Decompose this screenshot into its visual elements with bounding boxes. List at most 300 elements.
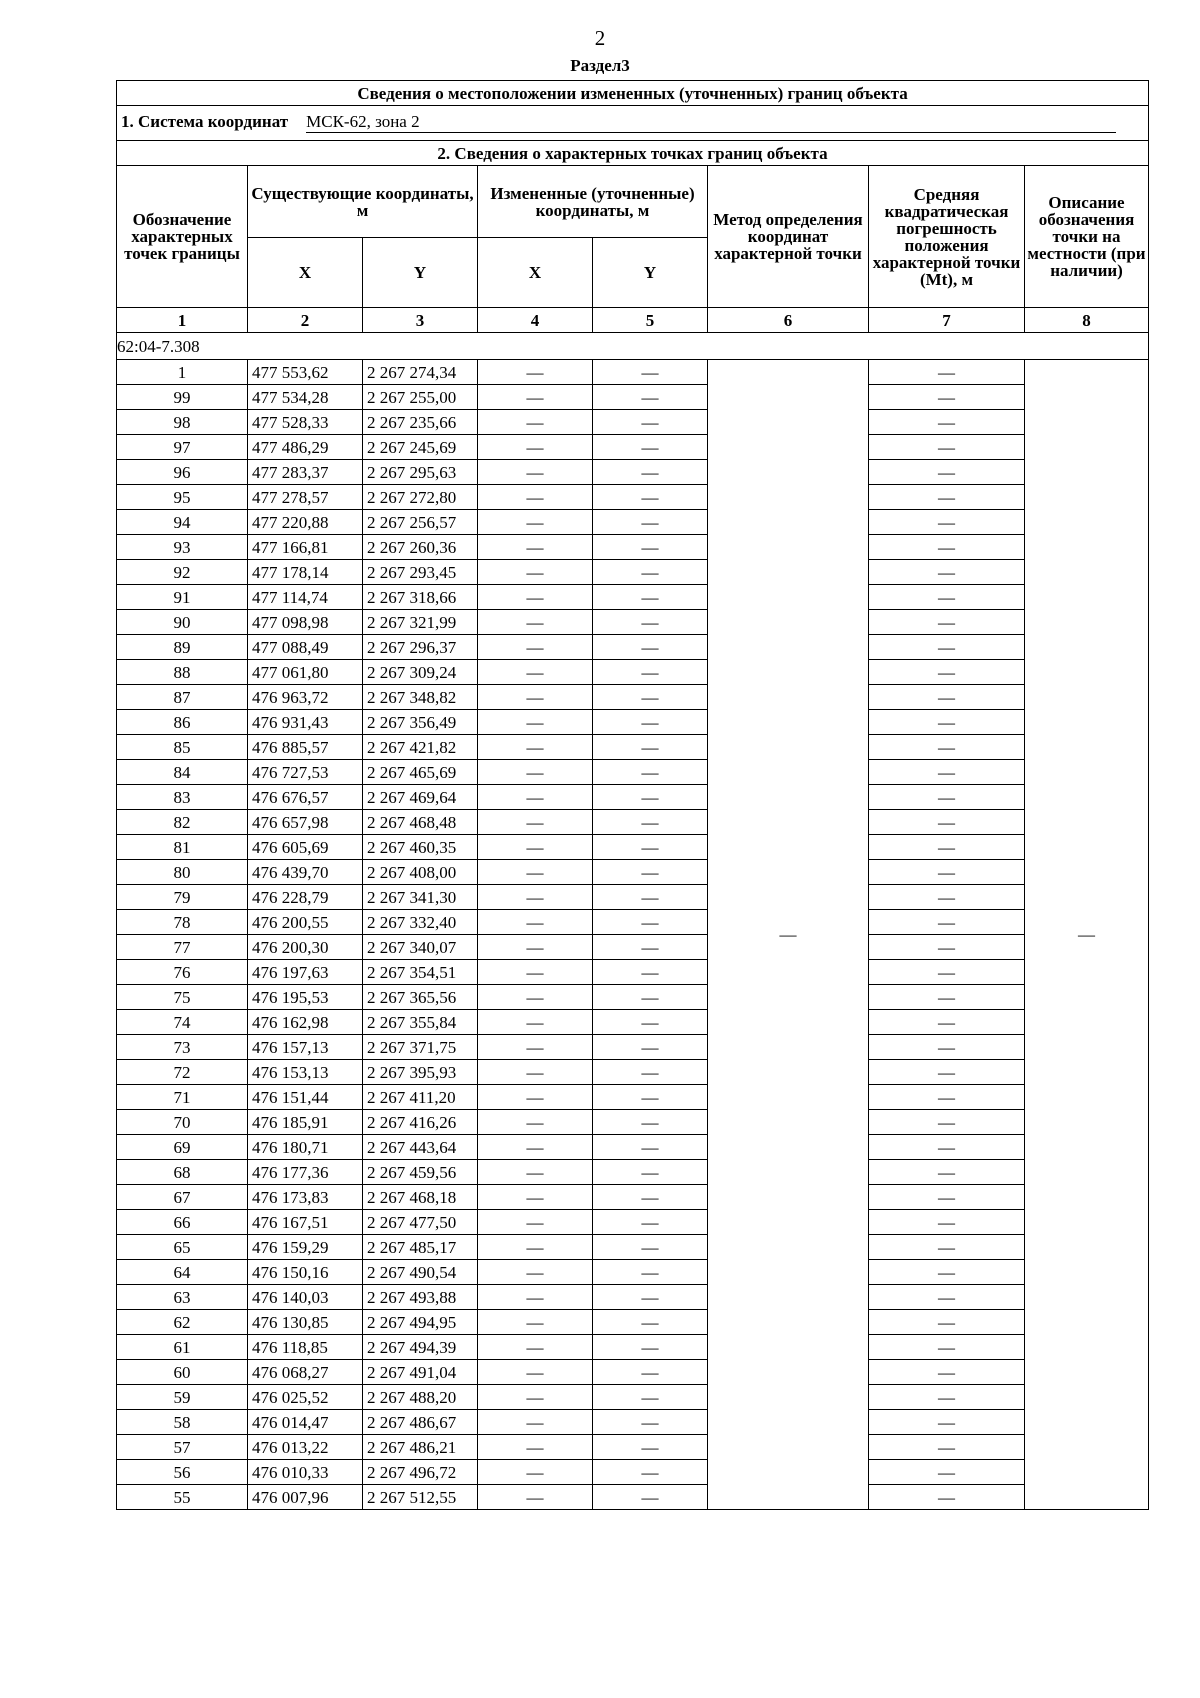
changed-y: —: [593, 810, 708, 835]
table-row: [117, 685, 1149, 710]
existing-y: 2 267 443,64: [363, 1135, 478, 1160]
point-number: 96: [117, 460, 248, 485]
mean-error: —: [869, 935, 1025, 960]
existing-y: 2 267 496,72: [363, 1460, 478, 1485]
changed-y: —: [593, 1485, 708, 1510]
existing-x: 477 528,33: [248, 410, 363, 435]
column-number: 8: [1025, 308, 1149, 333]
existing-y: 2 267 486,67: [363, 1410, 478, 1435]
changed-x: —: [478, 610, 593, 635]
point-number: 77: [117, 935, 248, 960]
mean-error: —: [869, 1460, 1025, 1485]
changed-y: —: [593, 1435, 708, 1460]
existing-x: 476 727,53: [248, 760, 363, 785]
point-number: 79: [117, 885, 248, 910]
table-row: [117, 1135, 1149, 1160]
point-number: 56: [117, 1460, 248, 1485]
changed-y: —: [593, 1035, 708, 1060]
mean-error: —: [869, 1285, 1025, 1310]
mean-error: —: [869, 860, 1025, 885]
existing-y: 2 267 460,35: [363, 835, 478, 860]
table-row: [117, 510, 1149, 535]
changed-y: —: [593, 585, 708, 610]
changed-y: —: [593, 1235, 708, 1260]
changed-x: —: [478, 1335, 593, 1360]
changed-y: —: [593, 1060, 708, 1085]
column-number: 2: [248, 308, 363, 333]
changed-y: —: [593, 410, 708, 435]
changed-x: —: [478, 1285, 593, 1310]
changed-y: —: [593, 510, 708, 535]
header-y-existing: Y: [363, 238, 478, 308]
existing-x: 476 657,98: [248, 810, 363, 835]
column-number: 3: [363, 308, 478, 333]
existing-y: 2 267 459,56: [363, 1160, 478, 1185]
point-number: 95: [117, 485, 248, 510]
existing-y: 2 267 235,66: [363, 410, 478, 435]
existing-y: 2 267 468,48: [363, 810, 478, 835]
column-numbers-row: [117, 308, 1149, 333]
existing-x: 477 553,62: [248, 360, 363, 385]
existing-y: 2 267 486,21: [363, 1435, 478, 1460]
point-number: 62: [117, 1310, 248, 1335]
mean-error: —: [869, 960, 1025, 985]
table-row: [117, 410, 1149, 435]
existing-y: 2 267 256,57: [363, 510, 478, 535]
changed-y: —: [593, 385, 708, 410]
existing-y: 2 267 395,93: [363, 1060, 478, 1085]
existing-y: 2 267 272,80: [363, 485, 478, 510]
changed-x: —: [478, 1035, 593, 1060]
changed-x: —: [478, 435, 593, 460]
mean-error: —: [869, 760, 1025, 785]
changed-y: —: [593, 1260, 708, 1285]
existing-y: 2 267 348,82: [363, 685, 478, 710]
header-y-changed: Y: [593, 238, 708, 308]
changed-x: —: [478, 785, 593, 810]
changed-y: —: [593, 360, 708, 385]
point-number: 1: [117, 360, 248, 385]
column-number: 5: [593, 308, 708, 333]
point-number: 97: [117, 435, 248, 460]
header-method: Метод определения координат характерной точки: [708, 166, 869, 308]
point-number: 80: [117, 860, 248, 885]
changed-y: —: [593, 735, 708, 760]
point-number: 74: [117, 1010, 248, 1035]
changed-y: —: [593, 610, 708, 635]
mean-error: —: [869, 635, 1025, 660]
changed-y: —: [593, 1285, 708, 1310]
existing-x: 476 931,43: [248, 710, 363, 735]
mean-error: —: [869, 560, 1025, 585]
page-number: 2: [594, 26, 606, 50]
existing-x: 476 068,27: [248, 1360, 363, 1385]
changed-x: —: [478, 685, 593, 710]
mean-error: —: [869, 1010, 1025, 1035]
mean-error: —: [869, 1435, 1025, 1460]
description-cell: —: [1025, 360, 1149, 1510]
mean-error: —: [869, 1410, 1025, 1435]
header-description: Описание обозначения точки на местности (при наличии): [1025, 166, 1149, 308]
point-number: 76: [117, 960, 248, 985]
mean-error: —: [869, 1385, 1025, 1410]
existing-x: 476 157,13: [248, 1035, 363, 1060]
changed-y: —: [593, 485, 708, 510]
changed-y: —: [593, 1410, 708, 1435]
existing-x: 476 159,29: [248, 1235, 363, 1260]
point-number: 86: [117, 710, 248, 735]
mean-error: —: [869, 810, 1025, 835]
point-number: 64: [117, 1260, 248, 1285]
existing-x: 477 061,80: [248, 660, 363, 685]
existing-x: 477 486,29: [248, 435, 363, 460]
point-number: 85: [117, 735, 248, 760]
table-row: [117, 435, 1149, 460]
existing-y: 2 267 354,51: [363, 960, 478, 985]
existing-y: 2 267 340,07: [363, 935, 478, 960]
existing-y: 2 267 494,95: [363, 1310, 478, 1335]
table-row: [117, 1310, 1149, 1335]
mean-error: —: [869, 410, 1025, 435]
mean-error: —: [869, 510, 1025, 535]
table-row: [117, 560, 1149, 585]
table-row: [117, 1435, 1149, 1460]
mean-error: —: [869, 1485, 1025, 1510]
changed-y: —: [593, 1110, 708, 1135]
point-number: 90: [117, 610, 248, 635]
changed-y: —: [593, 1335, 708, 1360]
existing-x: 476 010,33: [248, 1460, 363, 1485]
table-row: [117, 485, 1149, 510]
table-row: [117, 1485, 1149, 1510]
point-number: 55: [117, 1485, 248, 1510]
mean-error: —: [869, 710, 1025, 735]
table-banner: Сведения о местоположении измененных (уточненных) границ объекта: [117, 81, 1149, 106]
existing-y: 2 267 356,49: [363, 710, 478, 735]
existing-x: 476 130,85: [248, 1310, 363, 1335]
header-existing-coords: Существующие координаты, м: [248, 166, 478, 238]
point-number: 78: [117, 910, 248, 935]
header-point-designation: Обозначение характерных точек границы: [117, 166, 248, 308]
changed-y: —: [593, 1385, 708, 1410]
changed-x: —: [478, 735, 593, 760]
point-number: 75: [117, 985, 248, 1010]
changed-x: —: [478, 960, 593, 985]
existing-y: 2 267 255,00: [363, 385, 478, 410]
mean-error: —: [869, 385, 1025, 410]
table-row: [117, 1010, 1149, 1035]
coordinate-system-row: [117, 106, 1149, 141]
existing-y: 2 267 490,54: [363, 1260, 478, 1285]
existing-x: 476 200,30: [248, 935, 363, 960]
existing-y: 2 267 416,26: [363, 1110, 478, 1135]
point-number: 63: [117, 1285, 248, 1310]
mean-error: —: [869, 1335, 1025, 1360]
section-title: Раздел3: [570, 56, 630, 75]
existing-x: 476 439,70: [248, 860, 363, 885]
table-row: [117, 910, 1149, 935]
column-number: 4: [478, 308, 593, 333]
changed-x: —: [478, 585, 593, 610]
point-number: 72: [117, 1060, 248, 1085]
point-number: 84: [117, 760, 248, 785]
table-row: [117, 1110, 1149, 1135]
existing-y: 2 267 493,88: [363, 1285, 478, 1310]
mean-error: —: [869, 785, 1025, 810]
table-row: [117, 585, 1149, 610]
changed-x: —: [478, 1085, 593, 1110]
table-row: [117, 660, 1149, 685]
table-row: [117, 785, 1149, 810]
column-number: 6: [708, 308, 869, 333]
existing-y: 2 267 309,24: [363, 660, 478, 685]
mean-error: —: [869, 1235, 1025, 1260]
existing-x: 476 676,57: [248, 785, 363, 810]
point-number: 58: [117, 1410, 248, 1435]
existing-y: 2 267 485,17: [363, 1235, 478, 1260]
changed-x: —: [478, 1235, 593, 1260]
changed-x: —: [478, 1460, 593, 1485]
existing-x: 476 007,96: [248, 1485, 363, 1510]
existing-x: 476 963,72: [248, 685, 363, 710]
point-number: 67: [117, 1185, 248, 1210]
mean-error: —: [869, 1160, 1025, 1185]
point-number: 83: [117, 785, 248, 810]
table-row: [117, 1035, 1149, 1060]
table-row: [117, 1235, 1149, 1260]
point-number: 70: [117, 1110, 248, 1135]
existing-x: 476 151,44: [248, 1085, 363, 1110]
existing-x: 476 177,36: [248, 1160, 363, 1185]
mean-error: —: [869, 1110, 1025, 1135]
existing-y: 2 267 421,82: [363, 735, 478, 760]
changed-x: —: [478, 560, 593, 585]
point-number: 59: [117, 1385, 248, 1410]
table-row: [117, 1360, 1149, 1385]
column-number: 7: [869, 308, 1025, 333]
changed-y: —: [593, 910, 708, 935]
existing-y: 2 267 468,18: [363, 1185, 478, 1210]
changed-x: —: [478, 910, 593, 935]
header-changed-coords: Измененные (уточненные) координаты, м: [478, 166, 708, 238]
table-row: [117, 1260, 1149, 1285]
table-row: [117, 835, 1149, 860]
existing-x: 477 166,81: [248, 535, 363, 560]
changed-x: —: [478, 860, 593, 885]
mean-error: —: [869, 660, 1025, 685]
changed-y: —: [593, 460, 708, 485]
changed-x: —: [478, 1160, 593, 1185]
table-row: [117, 885, 1149, 910]
changed-y: —: [593, 960, 708, 985]
changed-y: —: [593, 1085, 708, 1110]
changed-x: —: [478, 1310, 593, 1335]
changed-y: —: [593, 1460, 708, 1485]
changed-x: —: [478, 835, 593, 860]
existing-x: 476 197,63: [248, 960, 363, 985]
existing-y: 2 267 260,36: [363, 535, 478, 560]
point-number: 57: [117, 1435, 248, 1460]
point-number: 68: [117, 1160, 248, 1185]
existing-y: 2 267 295,63: [363, 460, 478, 485]
table-row: [117, 860, 1149, 885]
changed-x: —: [478, 660, 593, 685]
point-number: 66: [117, 1210, 248, 1235]
point-number: 92: [117, 560, 248, 585]
changed-x: —: [478, 460, 593, 485]
existing-x: 477 178,14: [248, 560, 363, 585]
changed-y: —: [593, 1185, 708, 1210]
changed-x: —: [478, 535, 593, 560]
point-number: 60: [117, 1360, 248, 1385]
changed-y: —: [593, 985, 708, 1010]
changed-x: —: [478, 1410, 593, 1435]
existing-x: 476 118,85: [248, 1335, 363, 1360]
existing-y: 2 267 465,69: [363, 760, 478, 785]
changed-y: —: [593, 535, 708, 560]
mean-error: —: [869, 685, 1025, 710]
changed-x: —: [478, 1185, 593, 1210]
point-number: 93: [117, 535, 248, 560]
changed-x: —: [478, 1435, 593, 1460]
point-number: 65: [117, 1235, 248, 1260]
existing-y: 2 267 491,04: [363, 1360, 478, 1385]
point-number: 82: [117, 810, 248, 835]
existing-y: 2 267 355,84: [363, 1010, 478, 1035]
mean-error: —: [869, 1185, 1025, 1210]
changed-y: —: [593, 685, 708, 710]
mean-error: —: [869, 985, 1025, 1010]
table-row: [117, 1460, 1149, 1485]
changed-y: —: [593, 710, 708, 735]
changed-x: —: [478, 1210, 593, 1235]
table-row: [117, 360, 1149, 385]
table-row: [117, 1410, 1149, 1435]
table-row: [117, 1335, 1149, 1360]
existing-x: 477 534,28: [248, 385, 363, 410]
changed-x: —: [478, 1010, 593, 1035]
existing-x: 477 278,57: [248, 485, 363, 510]
changed-x: —: [478, 635, 593, 660]
existing-x: 476 195,53: [248, 985, 363, 1010]
changed-y: —: [593, 1160, 708, 1185]
changed-x: —: [478, 410, 593, 435]
table-row: [117, 535, 1149, 560]
table-row: [117, 710, 1149, 735]
mean-error: —: [869, 1085, 1025, 1110]
existing-x: 476 150,16: [248, 1260, 363, 1285]
point-number: 91: [117, 585, 248, 610]
changed-x: —: [478, 985, 593, 1010]
point-number: 89: [117, 635, 248, 660]
table-row: [117, 1210, 1149, 1235]
mean-error: —: [869, 1360, 1025, 1385]
changed-y: —: [593, 860, 708, 885]
table-row: [117, 1060, 1149, 1085]
existing-y: 2 267 494,39: [363, 1335, 478, 1360]
point-number: 99: [117, 385, 248, 410]
header-x-existing: X: [248, 238, 363, 308]
point-number: 88: [117, 660, 248, 685]
mean-error: —: [869, 485, 1025, 510]
changed-x: —: [478, 1360, 593, 1385]
changed-y: —: [593, 935, 708, 960]
existing-y: 2 267 293,45: [363, 560, 478, 585]
changed-x: —: [478, 935, 593, 960]
changed-x: —: [478, 1110, 593, 1135]
changed-x: —: [478, 385, 593, 410]
changed-y: —: [593, 835, 708, 860]
changed-x: —: [478, 485, 593, 510]
mean-error: —: [869, 460, 1025, 485]
point-number: 61: [117, 1335, 248, 1360]
existing-y: 2 267 512,55: [363, 1485, 478, 1510]
mean-error: —: [869, 1210, 1025, 1235]
existing-x: 477 114,74: [248, 585, 363, 610]
changed-x: —: [478, 1135, 593, 1160]
mean-error: —: [869, 910, 1025, 935]
table-row: [117, 460, 1149, 485]
changed-x: —: [478, 1260, 593, 1285]
existing-x: 476 228,79: [248, 885, 363, 910]
coordinate-system-label: 1. Система координат: [121, 112, 289, 131]
existing-y: 2 267 274,34: [363, 360, 478, 385]
existing-x: 476 200,55: [248, 910, 363, 935]
existing-y: 2 267 488,20: [363, 1385, 478, 1410]
parcel-id: 62:04-7.308: [117, 333, 1149, 360]
existing-y: 2 267 318,66: [363, 585, 478, 610]
existing-y: 2 267 469,64: [363, 785, 478, 810]
mean-error: —: [869, 435, 1025, 460]
changed-y: —: [593, 1310, 708, 1335]
existing-x: 476 025,52: [248, 1385, 363, 1410]
mean-error: —: [869, 885, 1025, 910]
point-number: 69: [117, 1135, 248, 1160]
existing-x: 476 140,03: [248, 1285, 363, 1310]
changed-y: —: [593, 635, 708, 660]
existing-x: 476 185,91: [248, 1110, 363, 1135]
existing-x: 476 153,13: [248, 1060, 363, 1085]
changed-x: —: [478, 1060, 593, 1085]
changed-x: —: [478, 760, 593, 785]
table-row: [117, 1160, 1149, 1185]
table-row: [117, 1085, 1149, 1110]
existing-y: 2 267 411,20: [363, 1085, 478, 1110]
point-number: 73: [117, 1035, 248, 1060]
changed-y: —: [593, 1360, 708, 1385]
mean-error: —: [869, 1135, 1025, 1160]
changed-y: —: [593, 885, 708, 910]
existing-x: 476 013,22: [248, 1435, 363, 1460]
header-x-changed: X: [478, 238, 593, 308]
existing-x: 476 167,51: [248, 1210, 363, 1235]
existing-y: 2 267 477,50: [363, 1210, 478, 1235]
table-row: [117, 960, 1149, 985]
changed-y: —: [593, 1210, 708, 1235]
mean-error: —: [869, 1060, 1025, 1085]
existing-x: 476 014,47: [248, 1410, 363, 1435]
existing-x: 477 098,98: [248, 610, 363, 635]
existing-y: 2 267 408,00: [363, 860, 478, 885]
existing-y: 2 267 245,69: [363, 435, 478, 460]
existing-x: 476 162,98: [248, 1010, 363, 1035]
changed-y: —: [593, 1135, 708, 1160]
mean-error: —: [869, 1310, 1025, 1335]
changed-x: —: [478, 360, 593, 385]
table-row: [117, 810, 1149, 835]
table-row: [117, 1285, 1149, 1310]
existing-x: 477 220,88: [248, 510, 363, 535]
